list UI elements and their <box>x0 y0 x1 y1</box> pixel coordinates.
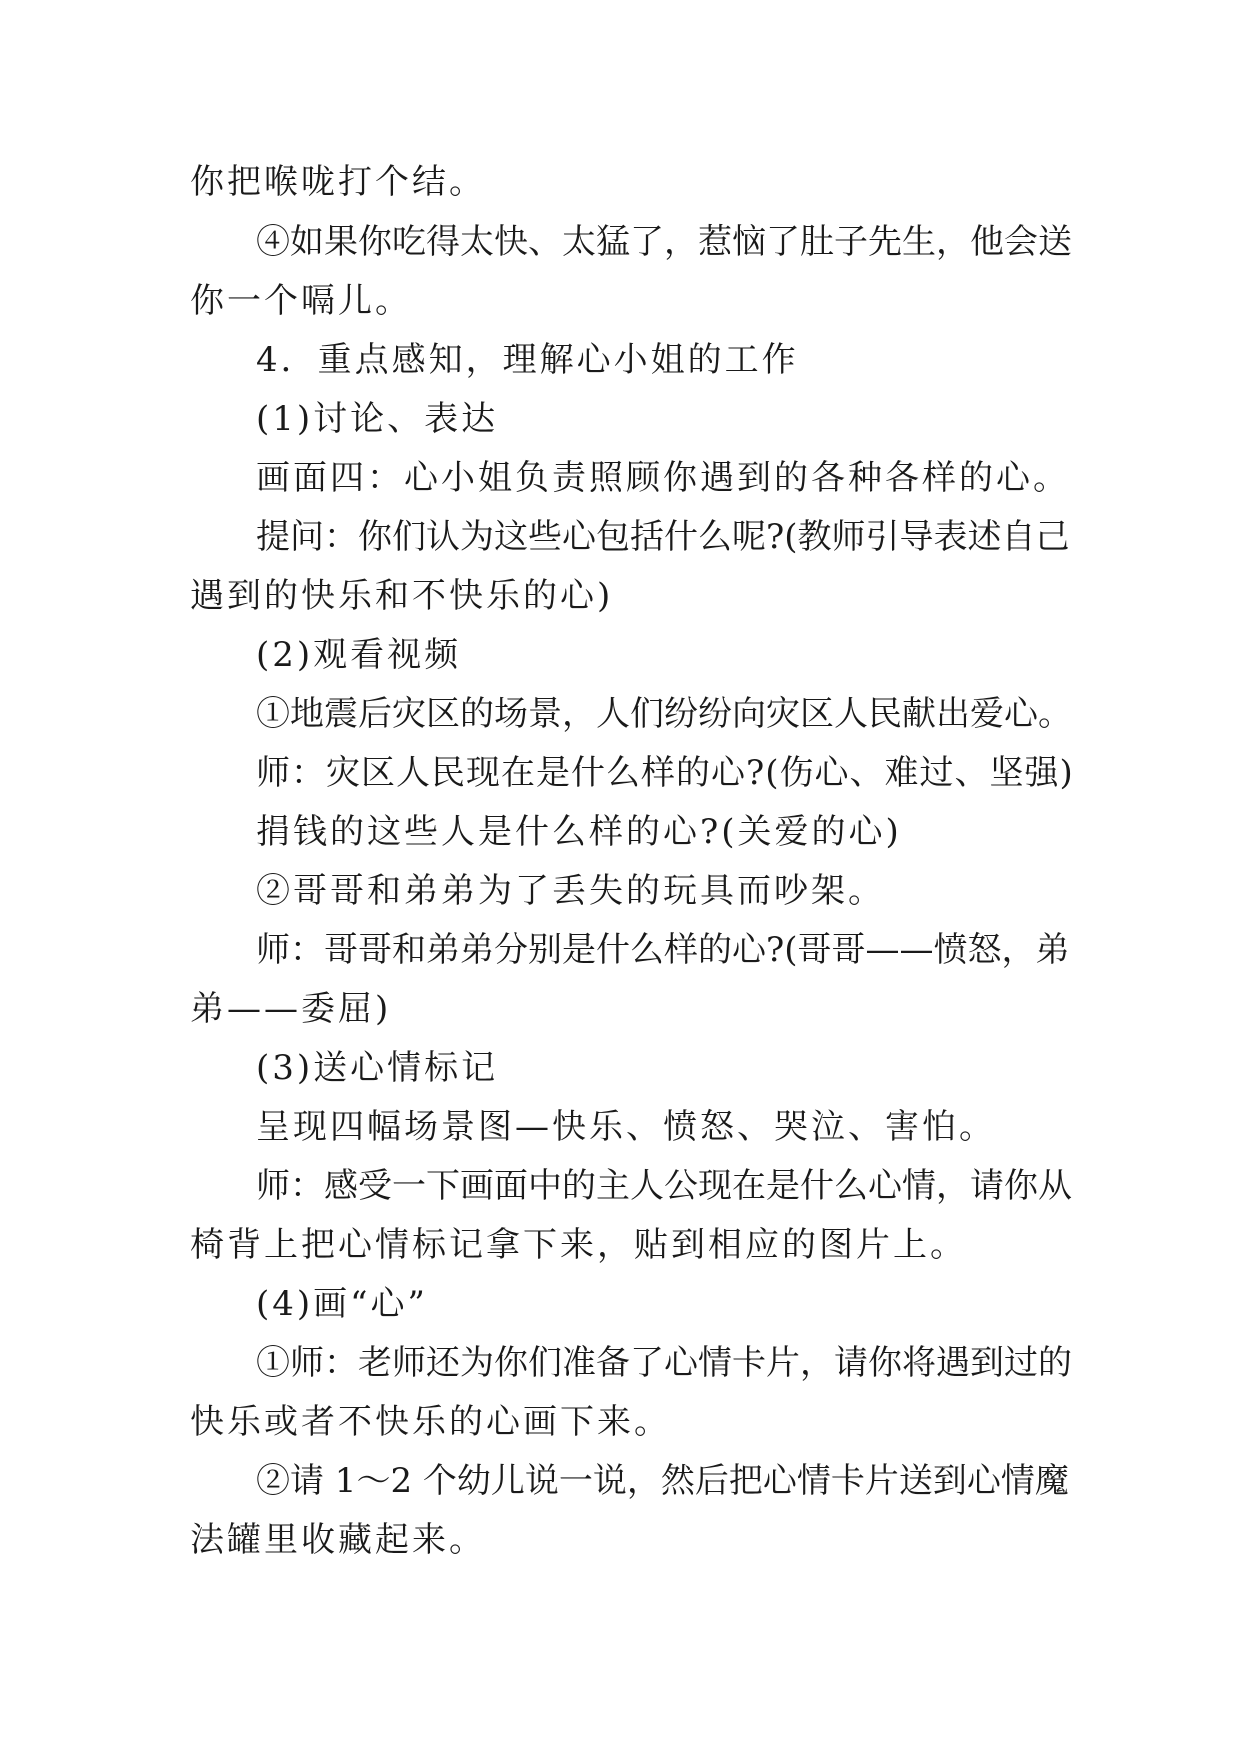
text-line: 遇到的快乐和不快乐的心) <box>190 576 614 616</box>
text-line: 师：哥哥和弟弟分别是什么样的心?(哥哥——愤怒，弟 <box>256 930 1070 970</box>
subsection-heading: (4)画“心” <box>256 1284 428 1324</box>
text-line: 你一个嗝儿。 <box>190 281 412 321</box>
text-line: 弟——委屈) <box>190 989 392 1029</box>
text-line: ②哥哥和弟弟为了丢失的玩具而吵架。 <box>256 871 885 911</box>
text-line: 你把喉咙打个结。 <box>190 162 486 202</box>
text-line: 捐钱的这些人是什么样的心?(关爱的心) <box>256 812 902 852</box>
text-line: 呈现四幅场景图—快乐、愤怒、哭泣、害怕。 <box>256 1107 996 1147</box>
text-line: ④如果你吃得太快、太猛了，惹恼了肚子先生，他会送 <box>256 222 1072 262</box>
subsection-heading: (2)观看视频 <box>256 635 462 675</box>
section-heading: 4．重点感知，理解心小姐的工作 <box>256 340 799 380</box>
text-line: 师：灾区人民现在是什么样的心?(伤心、难过、坚强) <box>256 753 1074 793</box>
text-line: 快乐或者不快乐的心画下来。 <box>190 1402 671 1442</box>
text-line: 法罐里收藏起来。 <box>190 1520 486 1560</box>
subsection-heading: (3)送心情标记 <box>256 1048 499 1088</box>
subsection-heading: (1)讨论、表达 <box>256 399 499 439</box>
text-line: 师：感受一下画面中的主人公现在是什么心情，请你从 <box>256 1166 1072 1206</box>
text-line: 画面四：心小姐负责照顾你遇到的各种各样的心。 <box>256 458 1070 498</box>
text-line: 椅背上把心情标记拿下来，贴到相应的图片上。 <box>190 1225 967 1265</box>
text-line: ②请 1～2 个幼儿说一说，然后把心情卡片送到心情魔 <box>256 1461 1069 1501</box>
text-line: ①师：老师还为你们准备了心情卡片，请你将遇到过的 <box>256 1343 1072 1383</box>
text-line: 提问：你们认为这些心包括什么呢?(教师引导表述自己 <box>256 517 1070 557</box>
text-line: ①地震后灾区的场景，人们纷纷向灾区人民献出爱心。 <box>256 694 1072 734</box>
